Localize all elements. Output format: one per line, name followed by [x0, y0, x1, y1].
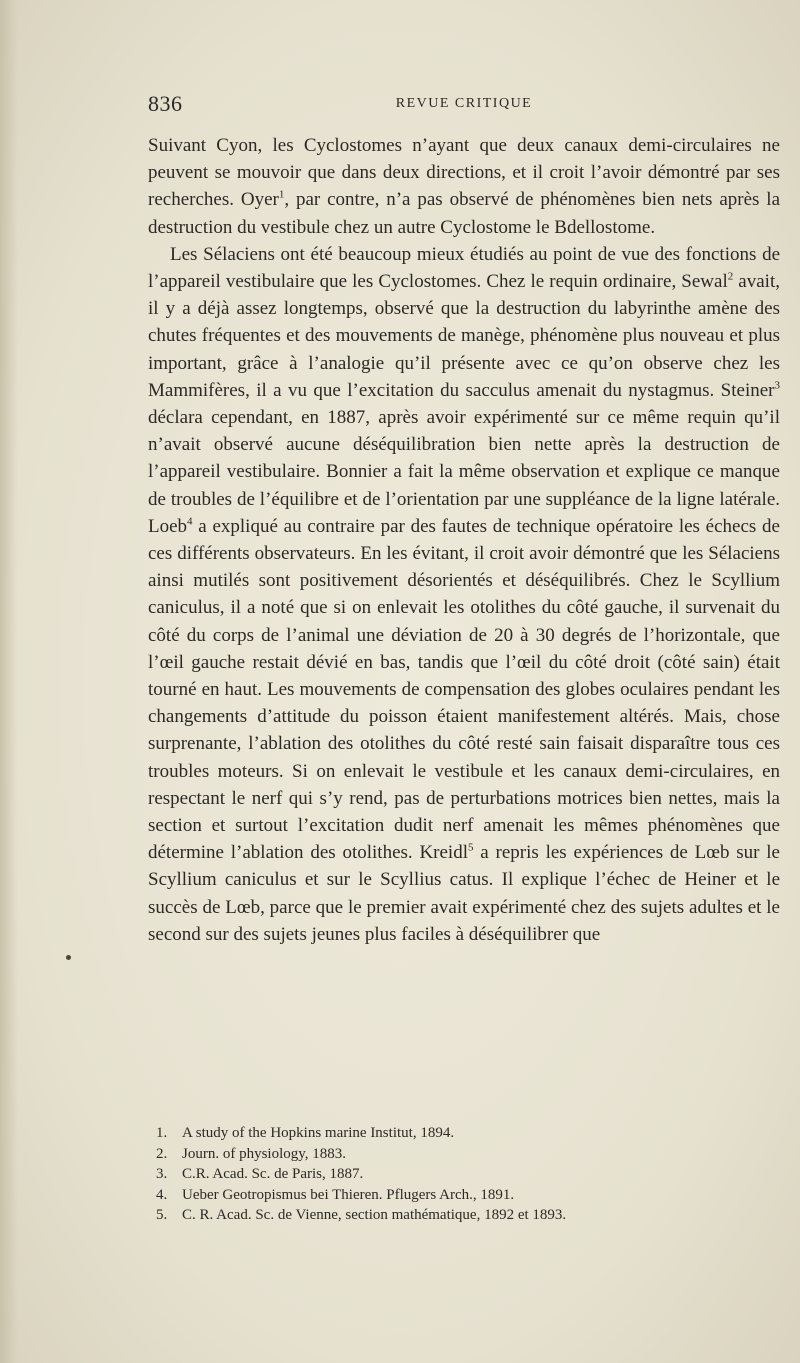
body-text — [148, 132, 780, 948]
footnote-1 — [156, 1123, 780, 1144]
footnote-5 — [156, 1205, 780, 1226]
text-run: a repris les expériences de Lœb sur le Scyllium caniculus et sur le Scyllius catus. Il explique l’échec de Heiner et le succès de Lœb, parce que le premier avait expérimenté chez des sujets adultes et le second sur des sujets jeunes plus faciles à déséquilibrer que — [148, 842, 780, 945]
page-header — [148, 91, 780, 121]
footnote-3 — [156, 1164, 780, 1185]
text-run: a expliqué au contraire par des fautes de technique opératoire les échecs de ces différents observateurs. En les évitant, il croit avoir démontré que les Sélaciens ainsi mutilés sont positivement désorientés et déséquilibrés. Chez le Scyllium caniculus, il a noté que si on enlevait les otolithes du côté gauche, il survenait du côté du corps de l’animal une déviation de 20 à 30 degrés de l’horizontale, que l’œil gauche restait dévié en bas, tandis que l’œil du côté droit (côté sain) était tourné en haut. Les mouvements de compensation des globes oculaires pendant les changements d’attitude du poisson étaient manifestement altérés. Mais, chose surprenante, l’ablation des otolithes du côté resté sain faisait disparaître tous ces troubles moteurs. Si on enlevait le vestibule et les canaux demi-circulaires, en respectant le nerf qui s’y rend, pas de perturbations motrices bien nettes, mais la section et surtout l’excitation dudit nerf amenait les mêmes phénomènes que détermine l’ablation des otolithes. Kreidl — [148, 515, 780, 864]
footnote-ref-3: 3 — [774, 379, 780, 392]
footnote-number: 5. — [156, 1207, 168, 1223]
paragraph-2 — [148, 241, 780, 948]
footnote-2 — [156, 1144, 780, 1165]
footnote-number: 4. — [156, 1186, 168, 1203]
text-run: avait, il y a déjà assez longtemps, observé que la destruction du labyrinthe amène des chutes fréquentes et des mouvements de manège, phénomène plus nouveau et plus important, grâce à l’analogie qu’il présente avec ce qu’on observe chez les Mammifères, il a vu que l’excitation du sacculus amenait du nystagmus. Steiner — [148, 271, 780, 401]
footnote-text: Ueber Geotropismus bei Thieren. Pflugers Arch., 1891. — [182, 1186, 515, 1203]
footnote-ref-5: 5 — [468, 841, 474, 854]
page-edge — [0, 0, 18, 1363]
text-run: déclara cependant, en 1887, après avoir expérimenté sur ce même requin qu’il n’avait observé aucune déséquilibration bien nette après la destruction de l’appareil vestibulaire. Bonnier a fait la même observation et explique ce manque de troubles de l’équilibre et de l’orientation par une suppléance de la ligne latérale. Loeb — [148, 407, 780, 537]
paragraph-1 — [148, 132, 780, 241]
page-number: 836 — [148, 91, 183, 116]
footnote-ref-4: 4 — [187, 515, 193, 528]
footnote-text: C. R. Acad. Sc. de Vienne, section mathématique, 1892 et 1893. — [182, 1207, 567, 1223]
footnote-number: 3. — [156, 1166, 168, 1182]
running-head: REVUE CRITIQUE — [395, 96, 533, 111]
footnote-text: Journ. of physiology, 1883. — [182, 1145, 347, 1162]
footnote-text: A study of the Hopkins marine Institut, 1894. — [182, 1125, 455, 1141]
ink-speck — [66, 955, 71, 960]
footnotes — [156, 1123, 780, 1226]
text-run: Suivant Cyon, les Cyclostomes n’ayant que deux canaux demi-circulaires ne peuvent se mouvoir que dans deux directions, et il croit l’avoir démontré par ses recherches. Oyer — [148, 135, 780, 211]
text-run: Les Sélaciens ont été beaucoup mieux étudiés au point de vue des fonctions de l’appareil vestibulaire que les Cyclostomes. Chez le requin ordinaire, Sewal — [148, 243, 780, 293]
text-run: , par contre, n’a pas observé de phénomènes bien nets après la destruction du vestibule chez un autre Cyclostome le Bdellostome. — [148, 189, 780, 238]
footnote-4 — [156, 1185, 780, 1206]
footnote-text: C.R. Acad. Sc. de Paris, 1887. — [182, 1166, 364, 1182]
footnote-ref-1: 1 — [278, 189, 285, 202]
footnote-number: 1. — [156, 1125, 168, 1141]
footnote-number: 2. — [156, 1145, 168, 1162]
footnote-ref-2: 2 — [727, 270, 734, 283]
